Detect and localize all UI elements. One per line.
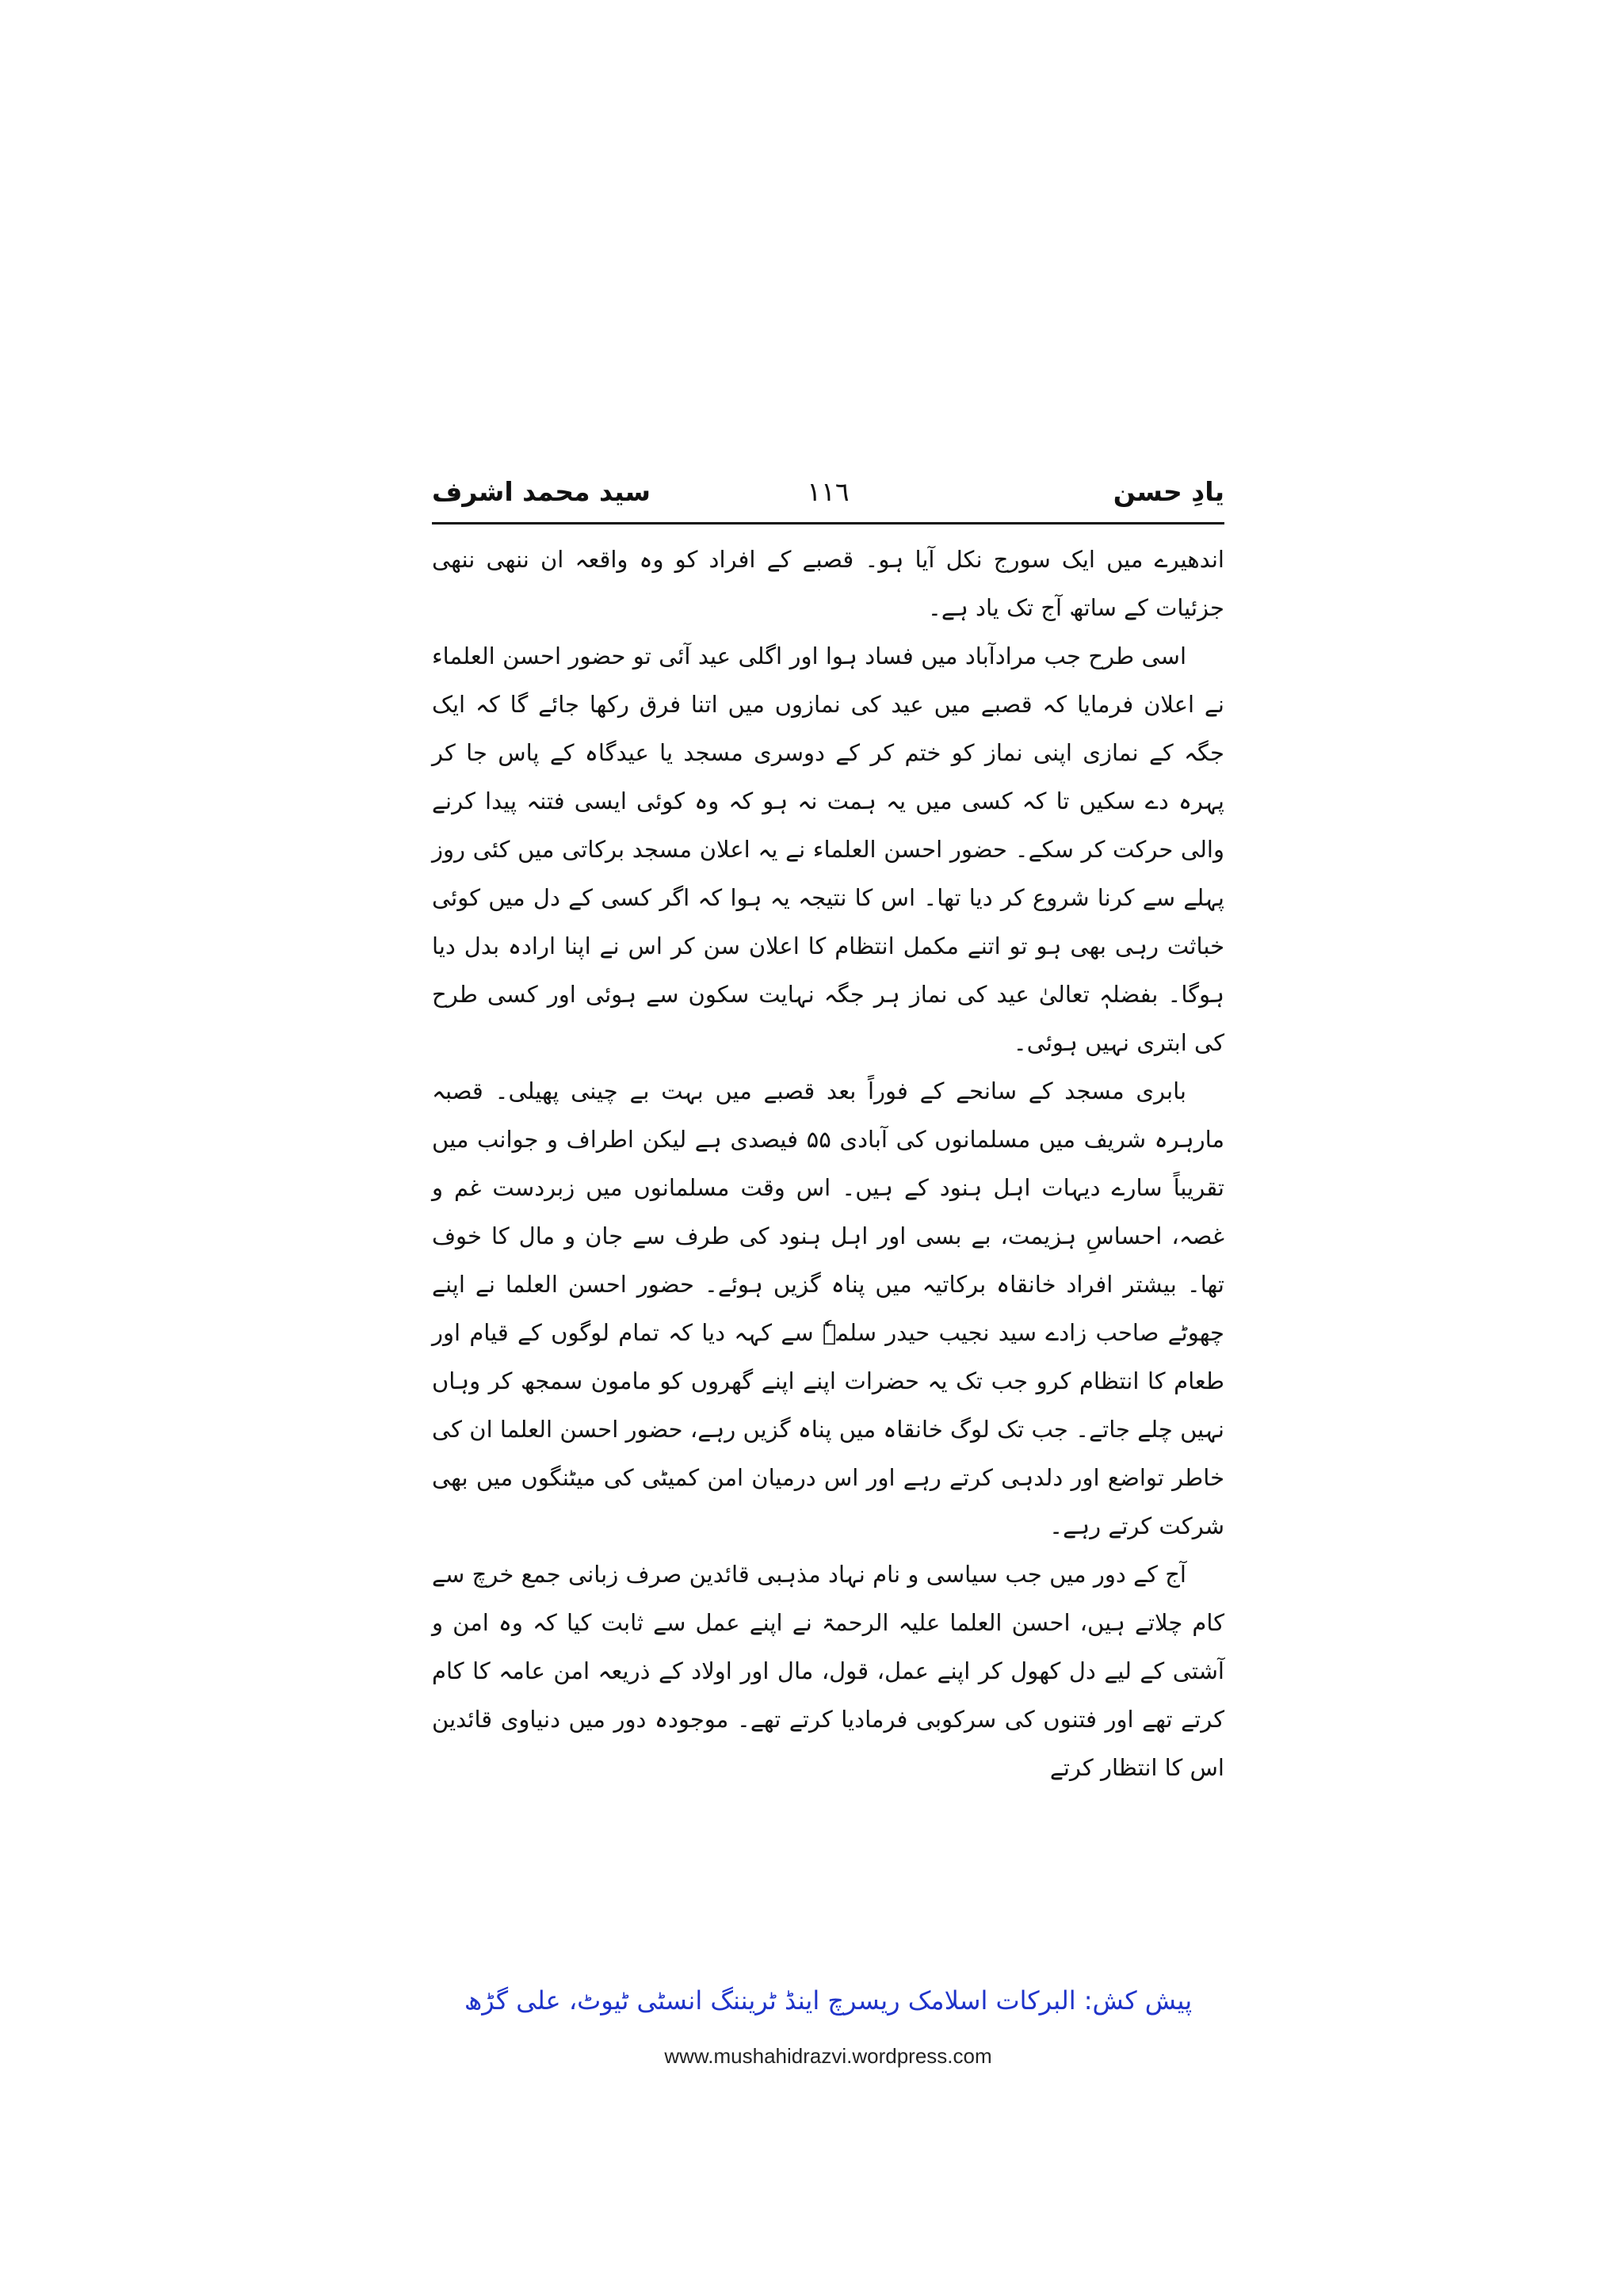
website-url: www.mushahidrazvi.wordpress.com [664,2044,992,2068]
paragraph: اسی طرح جب مرادآباد میں فساد ہوا اور اگلی عید آئی تو حضور احسن العلماء نے اعلان فرمایا کہ قصبے میں عید کی نمازوں میں اتنا فرق رکھا جائے گا کہ ایک جگہ کے نمازی اپنی نماز کو ختم کر کے دوسری مسجد یا عیدگاہ کے پاس جا کر پہرہ دے سکیں تا کہ کسی میں یہ ہمت نہ ہو کہ وہ کوئی ایسی فتنہ پیدا کرنے والی حرکت کر سکے۔ حضور احسن العلماء نے یہ اعلان مسجد برکاتی میں کئی روز پہلے سے کرنا شروع کر دیا تھا۔ اس کا نتیجہ یہ ہوا کہ اگر کسی کے دل میں کوئی خباثت رہی بھی ہو تو اتنے مکمل انتظام کا اعلان سن کر اس نے اپنا ارادہ بدل دیا ہوگا۔ بفضلہٖ تعالیٰ عید کی نماز ہر جگہ نہایت سکون سے ہوئی اور کسی طرح کی ابتری نہیں ہوئی۔ [432,643,1224,1056]
page-body [432,536,1224,1792]
paragraph: بابری مسجد کے سانحے کے فوراً بعد قصبے میں بہت بے چینی پھیلی۔ قصبہ مارہرہ شریف میں مسلمانوں کی آبادی ۵۵ فیصدی ہے لیکن اطراف و جوانب میں تقریباً سارے دیہات اہل ہنود کے ہیں۔ اس وقت مسلمانوں میں زبردست غم و غصہ، احساسِ ہزیمت، بے بسی اور اہل ہنود کی طرف سے جان و مال کا خوف تھا۔ بیشتر افراد خانقاہ برکاتیہ میں پناہ گزیں ہوئے۔ حضور احسن العلما نے اپنے چھوٹے صاحب زادے سید نجیب حیدر سلمہٗ سے کہہ دیا کہ تمام لوگوں کے قیام اور طعام کا انتظام کرو جب تک یہ حضرات اپنے اپنے گھروں کو مامون سمجھ کر وہاں نہیں چلے جاتے۔ جب تک لوگ خانقاہ میں پناہ گزیں رہے، حضور احسن العلما ان کی خاطر تواضع اور دلدہی کرتے رہے اور اس درمیان امن کمیٹی کی میٹنگوں میں بھی شرکت کرتے رہے۔ [432,1077,1225,1539]
author-name: سید محمد اشرف [432,476,651,507]
paragraph: آج کے دور میں جب سیاسی و نام نہاد مذہبی قائدین صرف زبانی جمع خرچ سے کام چلاتے ہیں، احسن العلما علیہ الرحمۃ نے اپنے عمل سے ثابت کیا کہ وہ امن و آشتی کے لیے دل کھول کر اپنے عمل، قول، مال اور اولاد کے ذریعہ امن عامہ کا کام کرتے تھے اور فتنوں کی سرکوبی فرمادیا کرتے تھے۔ موجودہ دور میں دنیاوی قائدین اس کا انتظار کرتے [432,1561,1224,1781]
paragraph: اندھیرے میں ایک سورج نکل آیا ہو۔ قصبے کے افراد کو وہ واقعہ ان ننھی ننھی جزئیات کے ساتھ آج تک یاد ہے۔ [432,546,1224,621]
publisher-credit: پیش کش: البرکات اسلامک ریسرچ اینڈ ٹریننگ انسٹی ٹیوٹ، علی گڑھ [464,1985,1193,2016]
book-title: یادِ حسن [1113,476,1224,507]
page-number: ١١٦ [807,476,850,507]
running-header [432,472,1224,520]
header-divider [432,522,1224,524]
